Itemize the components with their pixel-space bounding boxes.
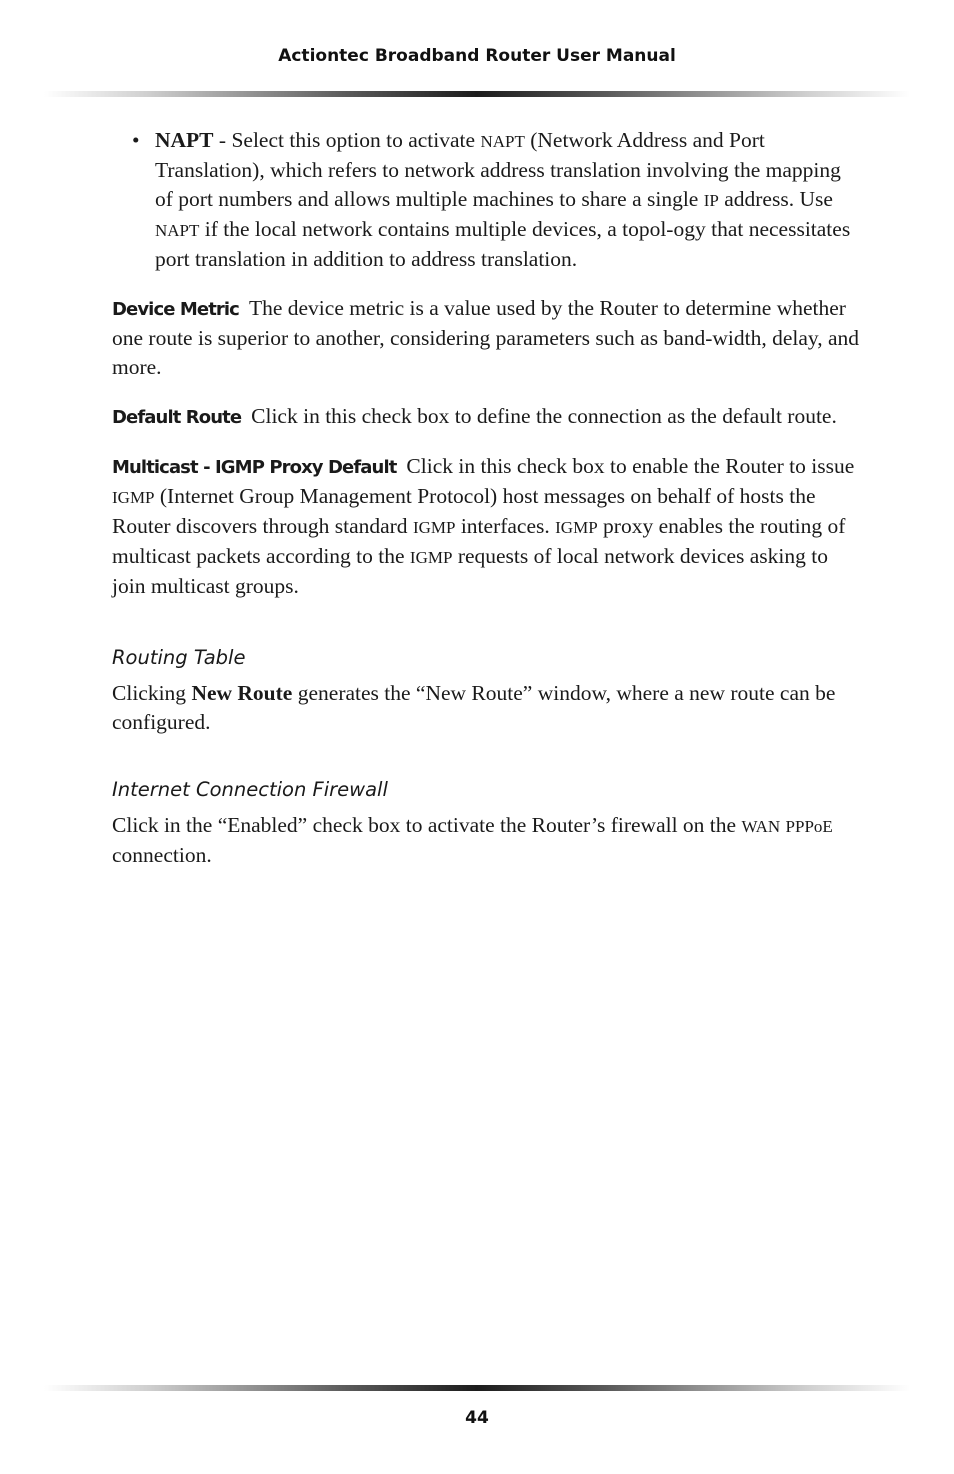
napt-abbr: NAPT (480, 132, 525, 151)
napt-text: - Select this option to activate (213, 128, 481, 152)
routing-table-paragraph (112, 679, 864, 737)
bullet-dot: • (132, 128, 140, 152)
firewall-text: connection. (112, 843, 212, 867)
page-number: 44 (465, 1408, 489, 1428)
footer-rule (44, 1385, 910, 1391)
routing-table-heading: Routing Table (112, 646, 246, 669)
multicast-term: Multicast - IGMP Proxy Default (112, 457, 397, 478)
routing-table-text: generates the “New Route” window, where a new route can be configured. (112, 681, 836, 734)
multicast-text: proxy enables the routing of multicast packets according to the (112, 514, 846, 568)
firewall-text: Click in the “Enabled” check box to activate the Router’s firewall on the (112, 813, 742, 837)
page-content (112, 126, 864, 890)
igmp-abbr: IGMP (555, 518, 598, 537)
napt-text: address. Use (718, 187, 833, 211)
napt-abbr: NAPT (155, 221, 200, 240)
default-route-term: Default Route (112, 407, 242, 428)
device-metric-text: The device metric is a value used by the Router to determine whether one route is superior to another, considering parameters such as band-width, delay, and more. (112, 296, 860, 379)
wan-abbr: WAN (741, 817, 781, 836)
igmp-abbr: IGMP (412, 518, 456, 537)
new-route-label: New Route (191, 681, 293, 705)
pppoe-abbr: PPPoE (785, 817, 833, 836)
multicast-text: interfaces. (455, 514, 556, 538)
header-rule (44, 91, 910, 97)
routing-table-text: Clicking (112, 681, 192, 705)
napt-bullet-item (112, 126, 864, 274)
napt-term: NAPT (155, 128, 214, 152)
multicast-paragraph (112, 452, 864, 601)
firewall-paragraph (112, 811, 864, 870)
igmp-abbr: IGMP (112, 488, 155, 507)
napt-text: if the local network contains multiple devices, a topol-ogy that necessitates port translation in addition to address translation. (155, 217, 851, 271)
napt-text: (Network Address and Port Translation), which refers to network address translation involving the mapping of port numbers and allows multiple machines to share a single (155, 128, 841, 211)
multicast-text: Click in this check box to enable the Router to issue (406, 454, 855, 478)
default-route-paragraph (112, 402, 864, 432)
igmp-abbr: IGMP (409, 548, 453, 567)
ip-abbr: IP (703, 191, 719, 210)
default-route-text: Click in this check box to define the connection as the default route. (251, 404, 837, 428)
page-header-title: Actiontec Broadband Router User Manual (278, 46, 676, 66)
device-metric-paragraph (112, 294, 864, 382)
multicast-text: requests of local network devices asking to join multicast groups. (112, 544, 828, 598)
firewall-heading: Internet Connection Firewall (112, 778, 388, 801)
multicast-text: (Internet Group Management Protocol) host messages on behalf of hosts the Router discovers through standard (112, 484, 816, 538)
device-metric-term: Device Metric (112, 299, 239, 320)
